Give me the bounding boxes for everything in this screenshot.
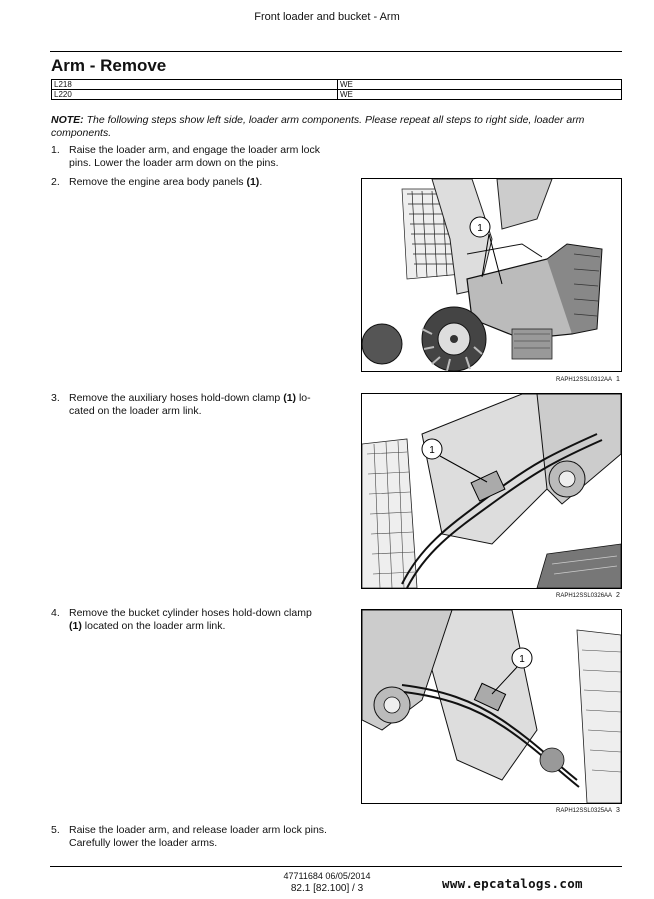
step-number: 1. [51,144,60,156]
figure-3-illustration [362,610,621,803]
figure-number: 2 [616,592,620,599]
step-text-line1: Remove the engine area body panels [69,176,244,188]
note-text-line2: components. [51,127,112,139]
step-number: 5. [51,824,60,836]
step-text-end: . [259,176,263,188]
note-text-line1: The following steps show left side, loader arm components. Please repeat all steps to right side, loader arm [86,114,585,126]
figure-callout-number: 1 [477,223,483,234]
section-title: Arm - Remove [51,56,167,75]
callout-reference: (1) [246,176,260,188]
header-rule [50,51,622,52]
step-text-hyphen: lo- [298,392,311,404]
table-row [52,80,622,90]
callout-reference: (1) [69,620,82,632]
watermark-text: www.epcatalogs.com [442,876,583,891]
step-5 [51,824,371,852]
figure-code: RAPH12SSL0326AA [556,593,613,599]
step-4 [51,607,351,635]
figure-code: RAPH12SSL0325AA [556,808,613,814]
step-text-line2: cated on the loader arm link. [69,405,202,417]
step-text-line1: Remove the bucket cylinder hoses hold-down clamp [69,607,312,619]
note-label: NOTE: [51,114,84,126]
model-table [51,79,622,100]
step-number: 2. [51,176,60,188]
step-text-line2: located on the loader arm link. [84,620,226,632]
step-text [69,620,225,633]
region-cell: WE [338,80,622,90]
step-text-line1: Raise the loader arm, and release loader arm lock pins. [69,824,327,836]
footer-rule [50,866,622,867]
step-text-line1: Remove the auxiliary hoses hold-down clamp [69,392,281,404]
step-1 [51,144,351,172]
figure-2-illustration [362,394,621,588]
figure-3-bucket-hose-clamp [361,609,622,804]
page-header-title: Front loader and bucket - Arm [254,11,400,23]
step-number: 4. [51,607,60,619]
note-block [51,114,623,140]
model-cell: L218 [52,80,338,90]
figure-code: RAPH12SSL0312AA [556,377,613,383]
figure-number: 3 [616,807,620,814]
step-3 [51,392,351,420]
step-2 [51,176,351,191]
step-text [69,176,262,189]
step-text-line1: Raise the loader arm, and engage the loader arm lock [69,144,320,156]
step-number: 3. [51,392,60,404]
figure-callout-number: 1 [519,654,525,665]
region-cell: WE [338,90,622,100]
footer-document-number: 47711684 06/05/2014 [283,871,371,881]
figure-1-engine-panels [361,178,622,372]
footer-page-number: 82.1 [82.100] / 3 [290,883,364,894]
callout-reference: (1) [283,392,297,404]
model-cell: L220 [52,90,338,100]
table-row [52,90,622,100]
figure-callout-number: 1 [429,445,435,456]
step-text [69,392,311,405]
figure-number: 1 [616,376,620,383]
step-text-line2: Carefully lower the loader arms. [69,837,218,849]
step-text-line2: pins. Lower the loader arm down on the pins. [69,157,279,169]
figure-1-illustration [362,179,621,371]
figure-2-aux-hose-clamp [361,393,622,589]
